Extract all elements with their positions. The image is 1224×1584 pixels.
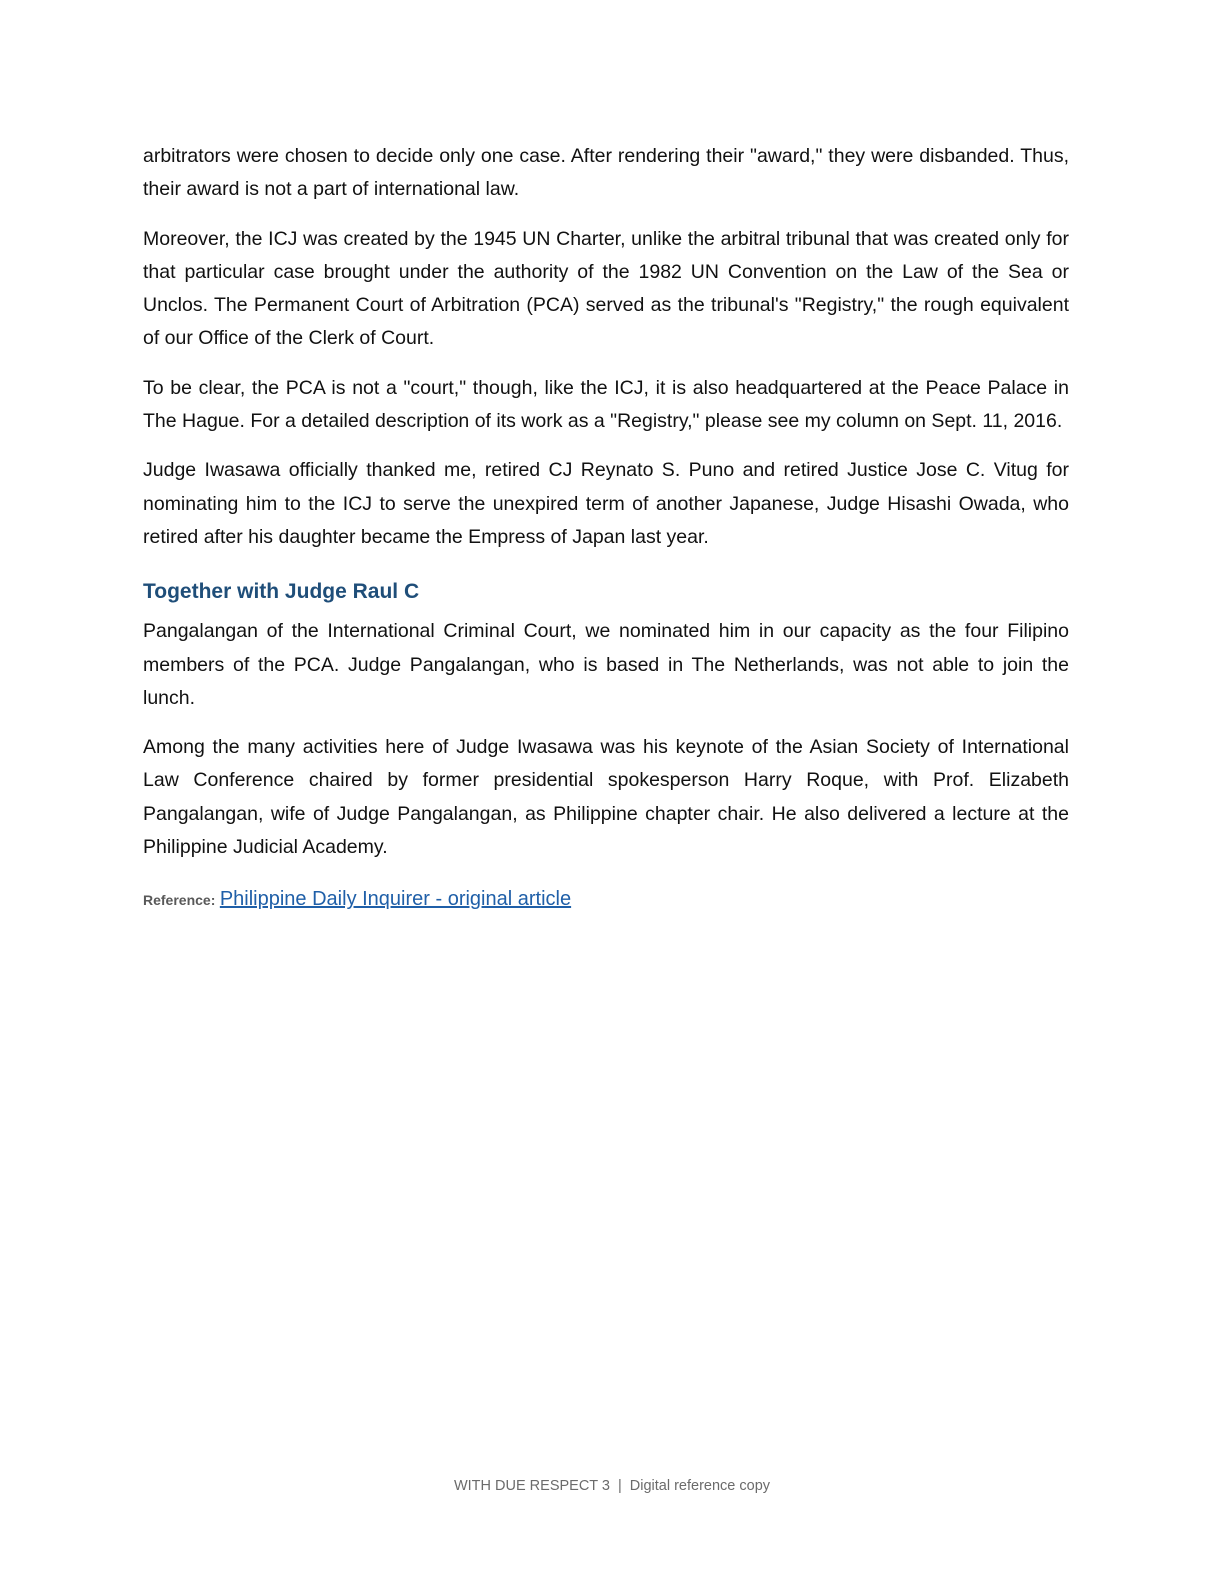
body-paragraph: arbitrators were chosen to decide only one case. After rendering their "award," they were disbanded. Thus, their award is not a part of international law. bbox=[143, 145, 1069, 201]
footer-note: Digital reference copy bbox=[629, 1478, 771, 1494]
body-paragraph: Moreover, the ICJ was created by the 1945 UN Charter, unlike the arbitral tribunal that was created only for that particular case brought under the authority of the 1982 UN Convention on the Law of the Sea or Unclos. The Permanent Court of Arbitration (PCA) served as the tribunal's "Registry," the rough equivalent of our Office of the Clerk of Court. bbox=[143, 227, 1069, 350]
document-body bbox=[143, 140, 1069, 916]
body-paragraph: Pangalangan of the International Criminal Court, we nominated him in our capacity as the four Filipino members of the PCA. Judge Pangalangan, who is based in The Netherlands, was not able to join the lunch. bbox=[143, 620, 1069, 709]
body-paragraph: Among the many activities here of Judge Iwasawa was his keynote of the Asian Society of International Law Conference chaired by former presidential spokesperson Harry Roque, with Prof. Elizabeth Pangalangan, wife of Judge Pangalangan, as Philippine chapter chair. He also delivered a lecture at the Philippine Judicial Academy. bbox=[143, 736, 1069, 859]
section-heading: Together with Judge Raul C bbox=[143, 580, 420, 604]
reference-label: Reference: bbox=[143, 892, 216, 909]
body-paragraph: Judge Iwasawa officially thanked me, retired CJ Reynato S. Puno and retired Justice Jose C. Vitug for nominating him to the ICJ to serve the unexpired term of another Japanese, Judge Hisashi Owada, who retired after his daughter became the Empress of Japan last year. bbox=[143, 459, 1069, 548]
footer-separator: | bbox=[618, 1478, 622, 1494]
reference-link[interactable]: Philippine Daily Inquirer - original article bbox=[219, 888, 572, 911]
body-paragraph: To be clear, the PCA is not a "court," though, like the ICJ, it is also headquartered at the Peace Palace in The Hague. For a detailed description of its work as a "Registry," please see my column on Sept. 11, 2016. bbox=[143, 376, 1069, 433]
footer-title: WITH DUE RESPECT 3 bbox=[453, 1478, 610, 1494]
reference-line bbox=[143, 884, 1069, 916]
page-footer bbox=[0, 1478, 1224, 1494]
